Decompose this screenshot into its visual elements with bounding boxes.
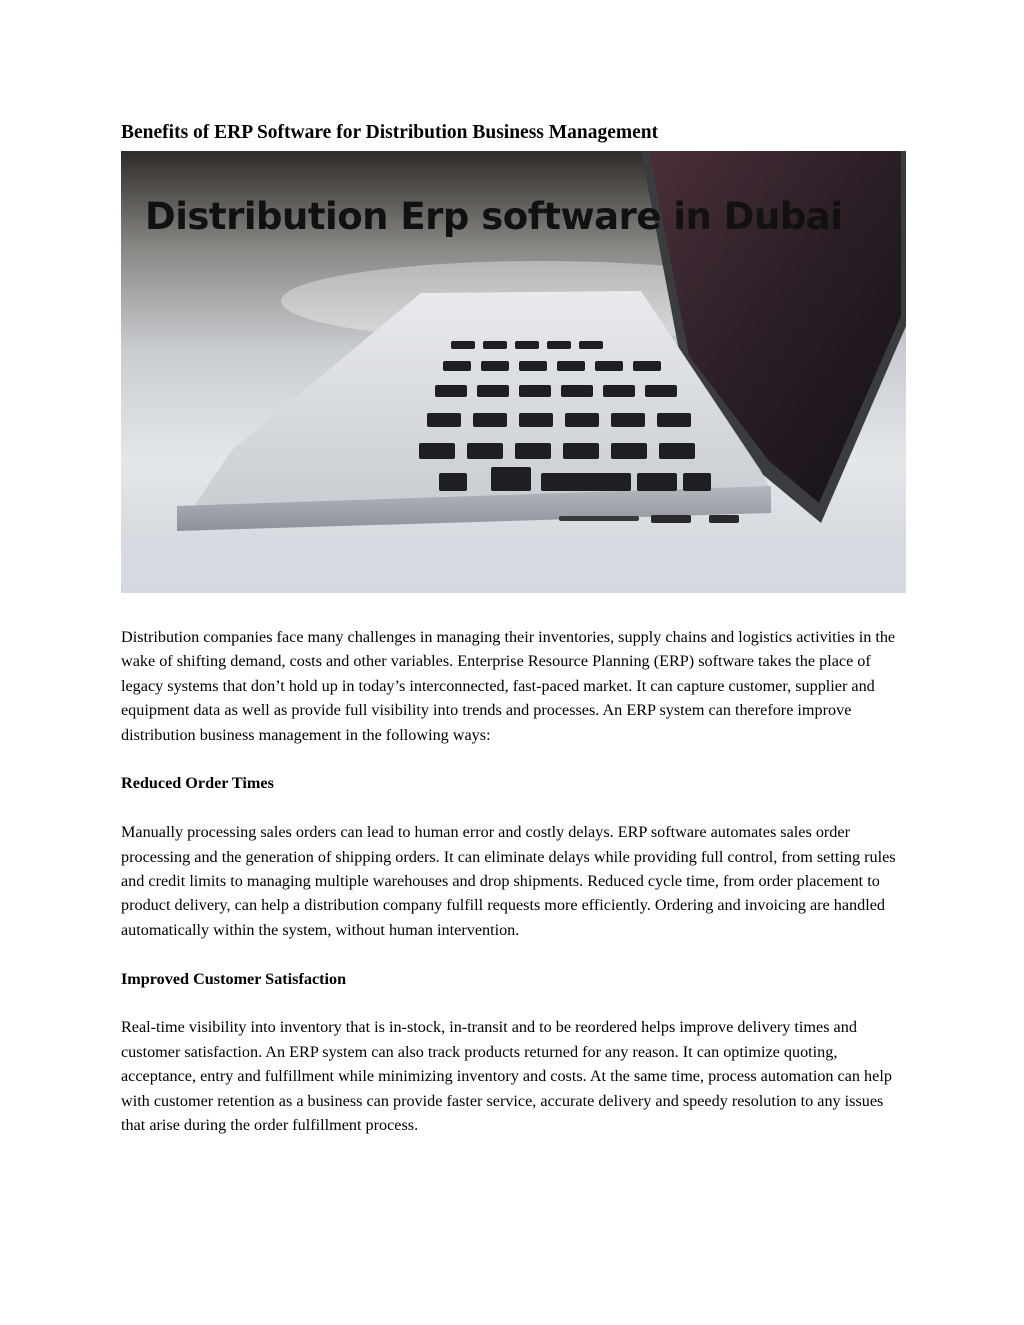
document-title: Benefits of ERP Software for Distribution Business Management xyxy=(121,122,659,143)
section-heading-reduced-order-times: Reduced Order Times xyxy=(121,774,274,793)
intro-paragraph: Distribution companies face many challenges in managing their inventories, supply chains and logistics activities in the wake of shifting demand, costs and other variables. Enterprise Resource Planning (ERP) software takes the place of legacy systems that don’t hold up in today’s interconnected, fast-paced market. It can capture customer, supplier and equipment data as well as provide full visibility into trends and processes. An ERP system can therefore improve distribution business management in the following ways: xyxy=(121,628,896,744)
hero-image xyxy=(121,151,906,593)
section-body-improved-customer-satisfaction: Real-time visibility into inventory that is in-stock, in-transit and to be reordered helps improve delivery times and customer satisfaction. An ERP system can also track products returned for any reason. It can optimize quoting, acceptance, entry and fulfillment while minimizing inventory and costs. At the same time, process automation can help with customer retention as a business can provide faster service, accurate delivery and speedy resolution to any issues that arise during the order fulfillment process. xyxy=(121,1018,892,1135)
section-body-reduced-order-times: Manually processing sales orders can lead to human error and costly delays. ERP software automates sales order processing and the generation of shipping orders. It can eliminate delays while providing full control, from setting rules and credit limits to managing multiple warehouses and drop shipments. Reduced cycle time, from order placement to product delivery, can help a distribution company fulfill requests more efficiently. Ordering and invoicing are handled automatically within the system, without human intervention. xyxy=(121,823,896,939)
document-page xyxy=(121,120,907,1137)
section-heading-improved-customer-satisfaction: Improved Customer Satisfaction xyxy=(121,969,347,988)
hero-caption: Distribution Erp software in Dubai xyxy=(145,195,843,238)
